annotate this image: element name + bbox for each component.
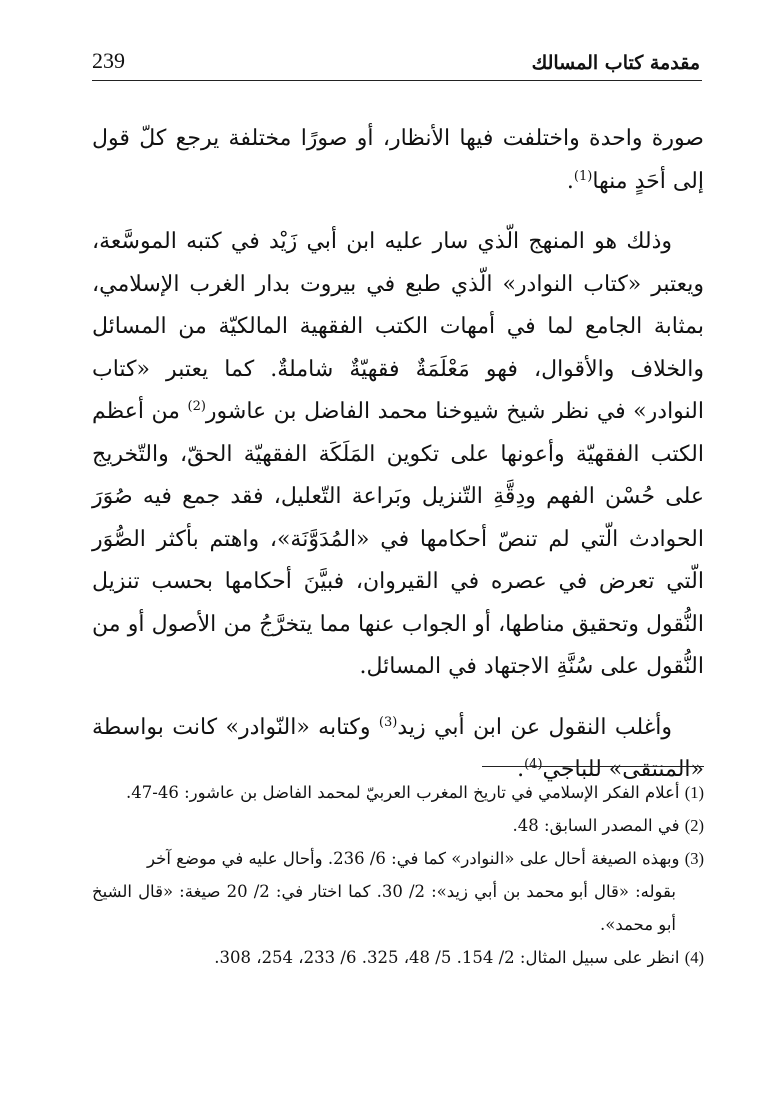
running-title: مقدمة كتاب المسالك: [531, 52, 700, 74]
footnote-ref-3: (3): [378, 714, 398, 730]
footnote-ref-2: (2): [187, 399, 206, 414]
footnote-3: (3) وبهذه الصيغة أحال على «النوادر» كما في: 6/ 236. وأحال عليه في موضع آخر بقوله: «قال أبو محمد بن أبي زيد»: 2/ 30. كما اختار في: 2/ 20 صيغة: «قال الشيخ أبو محمد».: [92, 849, 704, 934]
footnote-1: (1) أعلام الفكر الإسلامي في تاريخ المغرب العربيّ لمحمد الفاضل بن عاشور: 46-47.: [126, 783, 704, 802]
footnote-separator: [482, 766, 704, 767]
footnotes: [92, 776, 704, 974]
paragraph-1: صورة واحدة واختلفت فيها الأنظار، أو صورًا مختلفة يرجع كلّ قول إلى أحَدٍ منها$^{(1)}$.: [92, 126, 704, 194]
footnote-ref-1: (1): [573, 168, 593, 184]
footnote-2: (2) في المصدر السابق: 48.: [512, 816, 704, 835]
footnote-4: (4) انظر على سبيل المثال: 2/ 154. 5/ 48، 325. 6/ 233، 254، 308.: [214, 948, 704, 967]
footnote-ref-4: (4): [524, 757, 543, 772]
paragraph-2: وذلك هو المنهج الّذي سار عليه ابن أبي زَيْد في كتبه الموسَّعة، ويعتبر «كتاب النوادر» الّذي طبع في بيروت بدار الغرب الإسلامي، بمثابة الجامع لما في أمهات الكتب الفقهية المالكيّة من المسائل والخلاف والأقوال، فهو مَعْلَمَةٌ فقهيّةٌ شاملةٌ. كما يعتبر «كتاب النوادر» في نظر شيخ شيوخنا محمد الفاضل بن عاشور$^{(2)}$ من أعظم الكتب الفقهيّة وأعونها على تكوين المَلَكَة الفقهيّة الحقّ، والتّخريج على حُسْن الفهم ودِقَّةِ التّنزيل وبَراعة التّعليل، فقد جمع فيه صُوَرَ الحوادث الّتي لم تنصّ أحكامها في «المُدَوَّنَة»، واهتم بأكثر الصُّوَر الّتي تعرض في عصره في القيروان، فبيَّنَ أحكامها بحسب تنزيل النُّقول وتحقيق مناطها، أو الجواب عنها مما يتخرَّجُ من الأصول أو من النُّقول على سُنَّةِ الاجتهاد في المسائل.: [92, 229, 704, 679]
page-number: 239: [92, 48, 125, 73]
page-header: [92, 44, 700, 80]
main-text: [92, 118, 704, 792]
paragraph-3: وأغلب النقول عن ابن أبي زيد$^{(3)}$ وكتابه «النّوادر» كانت بواسطة «المنتقى» للباجي$^{(4)}$.: [92, 714, 704, 782]
header-rule: [92, 80, 702, 81]
